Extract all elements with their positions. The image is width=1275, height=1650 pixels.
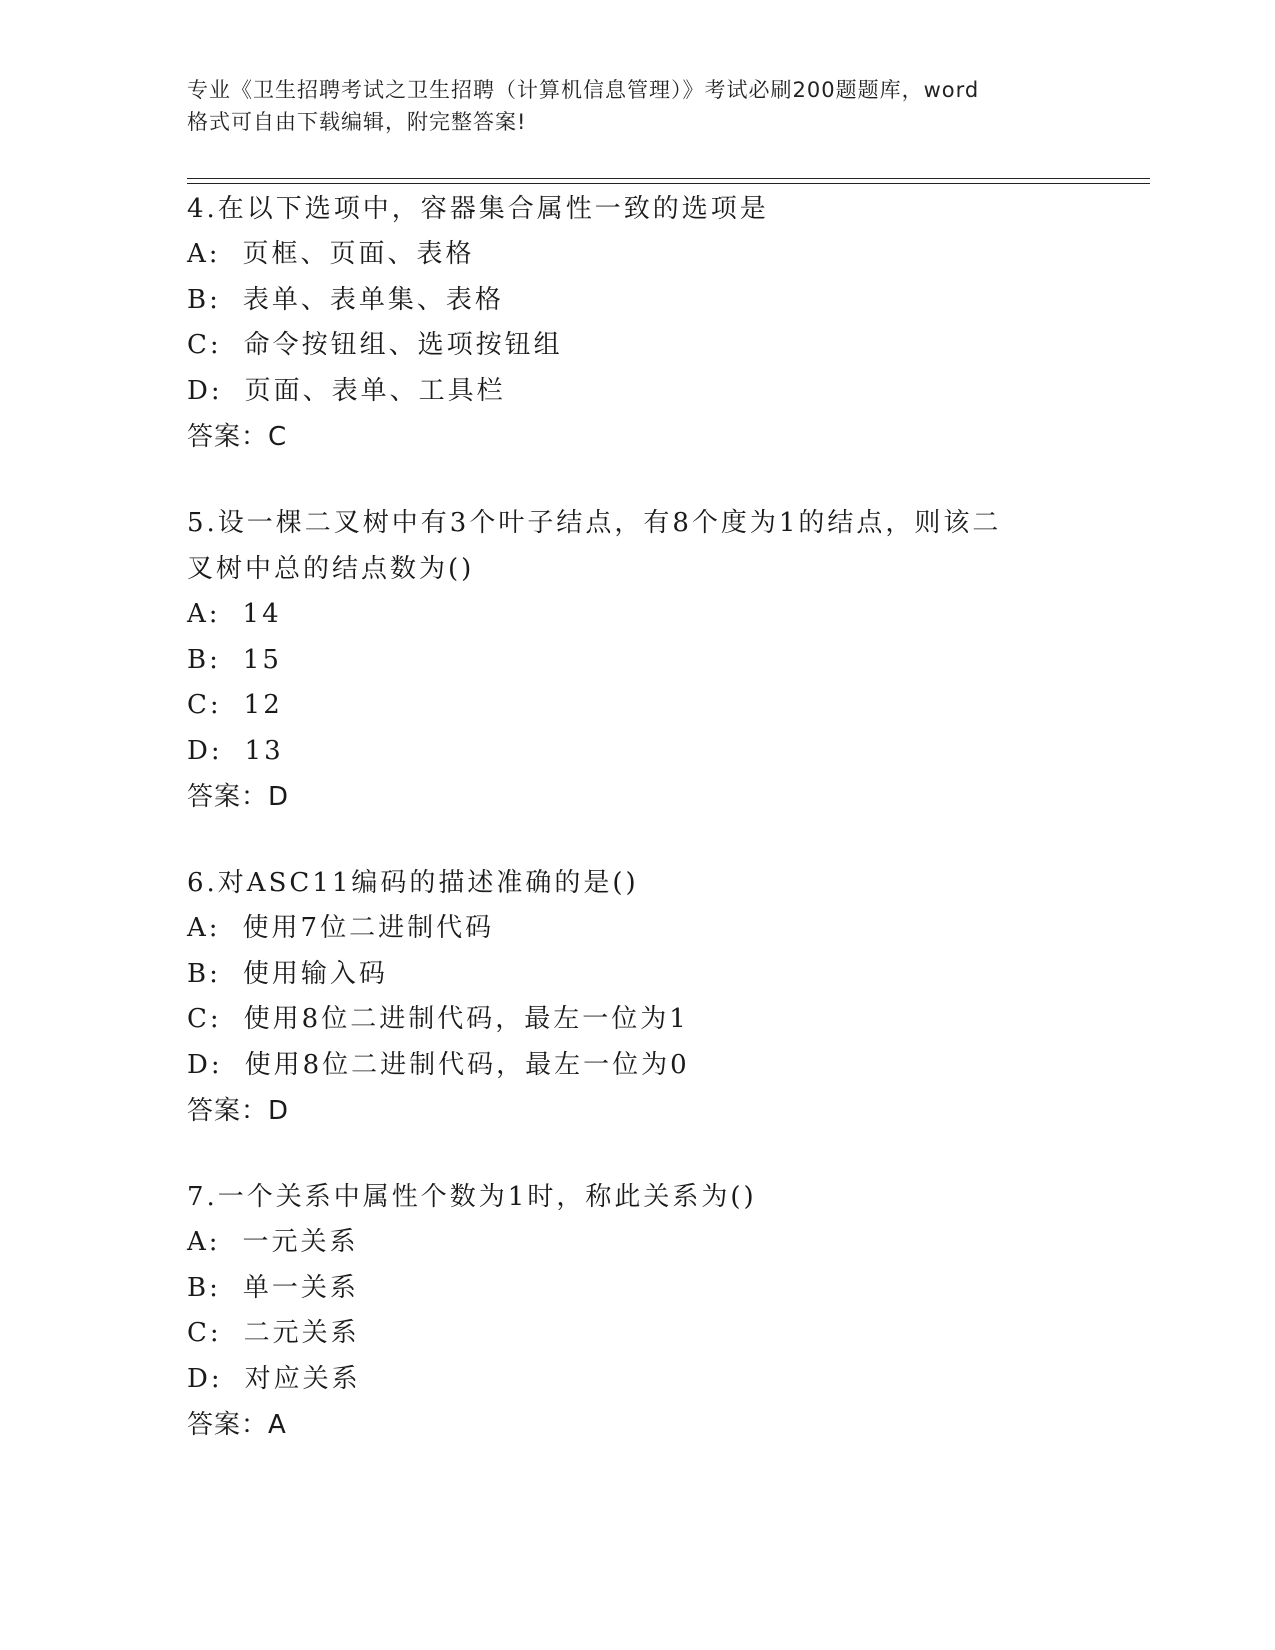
option-text: 使用8位二进制代码，最左一位为1	[243, 1004, 689, 1034]
question-block	[187, 500, 1087, 820]
header-divider-top	[187, 178, 1150, 179]
option-a	[187, 1220, 1087, 1266]
answer-line: 答案：A	[187, 1410, 287, 1440]
option-key: D:	[187, 735, 223, 766]
option-key: B:	[187, 284, 221, 315]
option-text: 14	[242, 599, 282, 629]
option-d	[187, 1043, 1087, 1089]
option-key: A:	[187, 599, 221, 629]
option-text: 页面、表单、工具栏	[244, 375, 506, 406]
option-text: 15	[242, 644, 282, 675]
question-block	[187, 186, 1087, 460]
option-text: 12	[243, 690, 283, 720]
question-list	[187, 186, 1087, 1488]
answer-line: 答案：D	[187, 782, 290, 812]
option-b	[187, 638, 1087, 684]
option-key: D:	[187, 1049, 223, 1080]
answer-line: 答案：C	[187, 422, 288, 452]
option-d	[187, 1357, 1087, 1403]
option-key: A:	[187, 913, 221, 943]
header-line-1: 专业《卫生招聘考试之卫生招聘（计算机信息管理）》考试必刷200题题库，word	[187, 78, 980, 102]
option-text: 使用8位二进制代码，最左一位为0	[244, 1049, 690, 1080]
option-text: 表单、表单集、表格	[242, 284, 504, 315]
option-c	[187, 1311, 1087, 1357]
option-text: 对应关系	[244, 1363, 361, 1394]
option-key: C:	[187, 1004, 222, 1034]
option-key: B:	[187, 958, 221, 989]
header-line-2: 格式可自由下载编辑，附完整答案!	[187, 110, 527, 134]
option-text: 使用输入码	[242, 958, 388, 989]
option-key: D:	[187, 1363, 223, 1394]
option-a	[187, 592, 1087, 638]
option-c	[187, 323, 1087, 369]
header-divider-bottom	[187, 183, 1150, 184]
option-text: 13	[244, 735, 284, 766]
option-a	[187, 232, 1087, 278]
question-stem: 4.在以下选项中，容器集合属性一致的选项是	[187, 194, 769, 224]
question-stem: 7.一个关系中属性个数为1时，称此关系为()	[187, 1182, 757, 1212]
option-key: A:	[187, 239, 221, 269]
question-stem: 6.对ASC11编码的描述准确的是()	[187, 868, 639, 898]
option-text: 页框、页面、表格	[242, 239, 475, 269]
option-key: D:	[187, 375, 223, 406]
option-c	[187, 997, 1087, 1043]
option-text: 一元关系	[242, 1227, 359, 1257]
question-stem: 5.设一棵二叉树中有3个叶子结点，有8个度为1的结点，则该二叉树中总的结点数为()	[187, 508, 1002, 584]
option-text: 使用7位二进制代码	[242, 913, 495, 943]
option-key: B:	[187, 1272, 221, 1303]
document-header	[187, 74, 1087, 138]
option-key: C:	[187, 690, 222, 720]
option-text: 命令按钮组、选项按钮组	[243, 330, 563, 360]
option-key: C:	[187, 1318, 222, 1348]
question-block	[187, 860, 1087, 1134]
option-d	[187, 729, 1087, 775]
answer-line: 答案：D	[187, 1096, 290, 1126]
option-d	[187, 369, 1087, 415]
option-text: 单一关系	[242, 1272, 359, 1303]
option-a	[187, 906, 1087, 952]
option-b	[187, 1266, 1087, 1312]
option-text: 二元关系	[243, 1318, 360, 1348]
option-c	[187, 683, 1087, 729]
option-key: A:	[187, 1227, 221, 1257]
question-block	[187, 1174, 1087, 1448]
option-b	[187, 278, 1087, 324]
option-key: C:	[187, 330, 222, 360]
option-key: B:	[187, 644, 221, 675]
option-b	[187, 952, 1087, 998]
